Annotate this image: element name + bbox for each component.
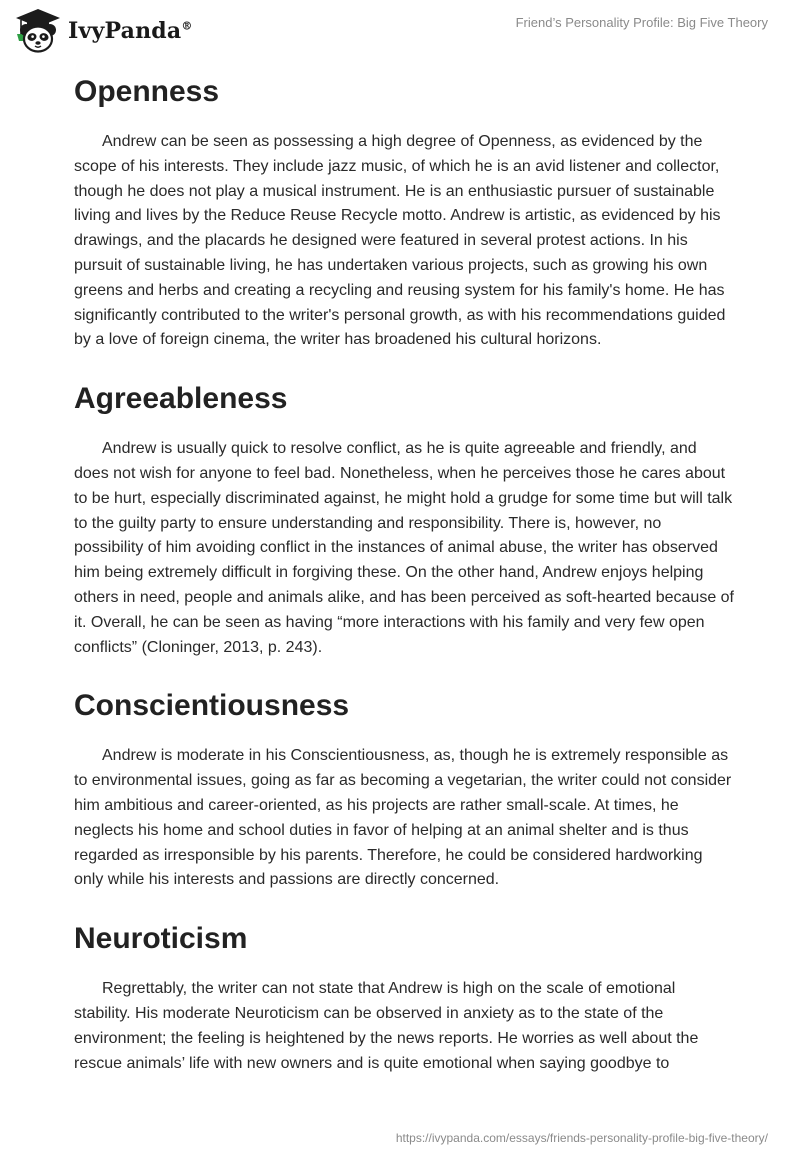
- page-header: [0, 0, 800, 62]
- panda-graduate-icon: [14, 8, 62, 54]
- section-paragraph: Andrew is usually quick to resolve conflict, as he is quite agreeable and friendly, and does not wish for anyone to feel bad. Nonetheless, when he perceives those he cares about to be hurt, especially discriminated against, he might hold a grudge for some time but will talk to the guilty party to ensure understanding and responsibility. There is, however, no possibility of him avoiding conflict in the instances of animal abuse, the writer has observed him being extremely difficult in forgiving these. On the other hand, Andrew enjoys helping others in need, people and animals alike, and has been perceived as soft-hearted because of it. Overall, he can be seen as having “more interactions with his family and very few open conflicts” (Cloninger, 2013, p. 243).: [74, 440, 734, 656]
- essay-body: [74, 66, 734, 1076]
- section-paragraph: Regrettably, the writer can not state that Andrew is high on the scale of emotional stability. His moderate Neuroticism can be observed in anxiety as to the state of the environment; the feeling is heightened by the news reports. He worries as well about the rescue animals’ life with new owners and is quite emotional when saying goodbye to: [74, 980, 699, 1072]
- section-paragraph: Andrew is moderate in his Conscientiousness, as, though he is extremely responsible as to environmental issues, going as far as becoming a vegetarian, the writer could not consider him ambitious and career-oriented, as his projects are rather small-scale. At times, he neglects his home and school duties in favor of helping at an animal shelter and is thus regarded as irresponsible by his parents. Therefore, he could be considered hardworking only while his interests and passions are directly concerned.: [74, 747, 732, 889]
- brand-name: IvyPanda®: [68, 18, 193, 44]
- section-heading: Openness: [74, 75, 220, 108]
- section-openness: [74, 66, 734, 353]
- section-heading: Conscientiousness: [74, 689, 350, 723]
- section-agreeableness: [74, 373, 734, 660]
- ivypanda-logo[interactable]: [14, 8, 193, 54]
- registered-mark: ®: [181, 19, 193, 33]
- section-neuroticism: [74, 913, 734, 1076]
- document-title: Friend’s Personality Profile: Big Five Theory: [515, 15, 768, 30]
- section-heading: Agreeableness: [74, 382, 288, 416]
- section-conscientiousness: [74, 680, 734, 893]
- section-heading: Neuroticism: [74, 922, 248, 956]
- section-paragraph: Andrew can be seen as possessing a high degree of Openness, as evidenced by the scope of his interests. They include jazz music, of which he is an avid listener and collector, though he does not play a musical instrument. He is an enthusiastic pursuer of sustainable living and lives by the Reduce Reuse Recycle motto. Andrew is artistic, as evidenced by his drawings, and the placards he designed were featured in several protest actions. In his pursuit of sustainable living, he has undertaken various projects, such as growing his own greens and herbs and creating a recycling and reusing system for his family's home. He has significantly contributed to the writer's personal growth, as with his recommendations guided by a love of foreign cinema, the writer has broadened his cultural horizons.: [74, 133, 726, 349]
- source-url[interactable]: https://ivypanda.com/essays/friends-personality-profile-big-five-theory/: [395, 1131, 768, 1145]
